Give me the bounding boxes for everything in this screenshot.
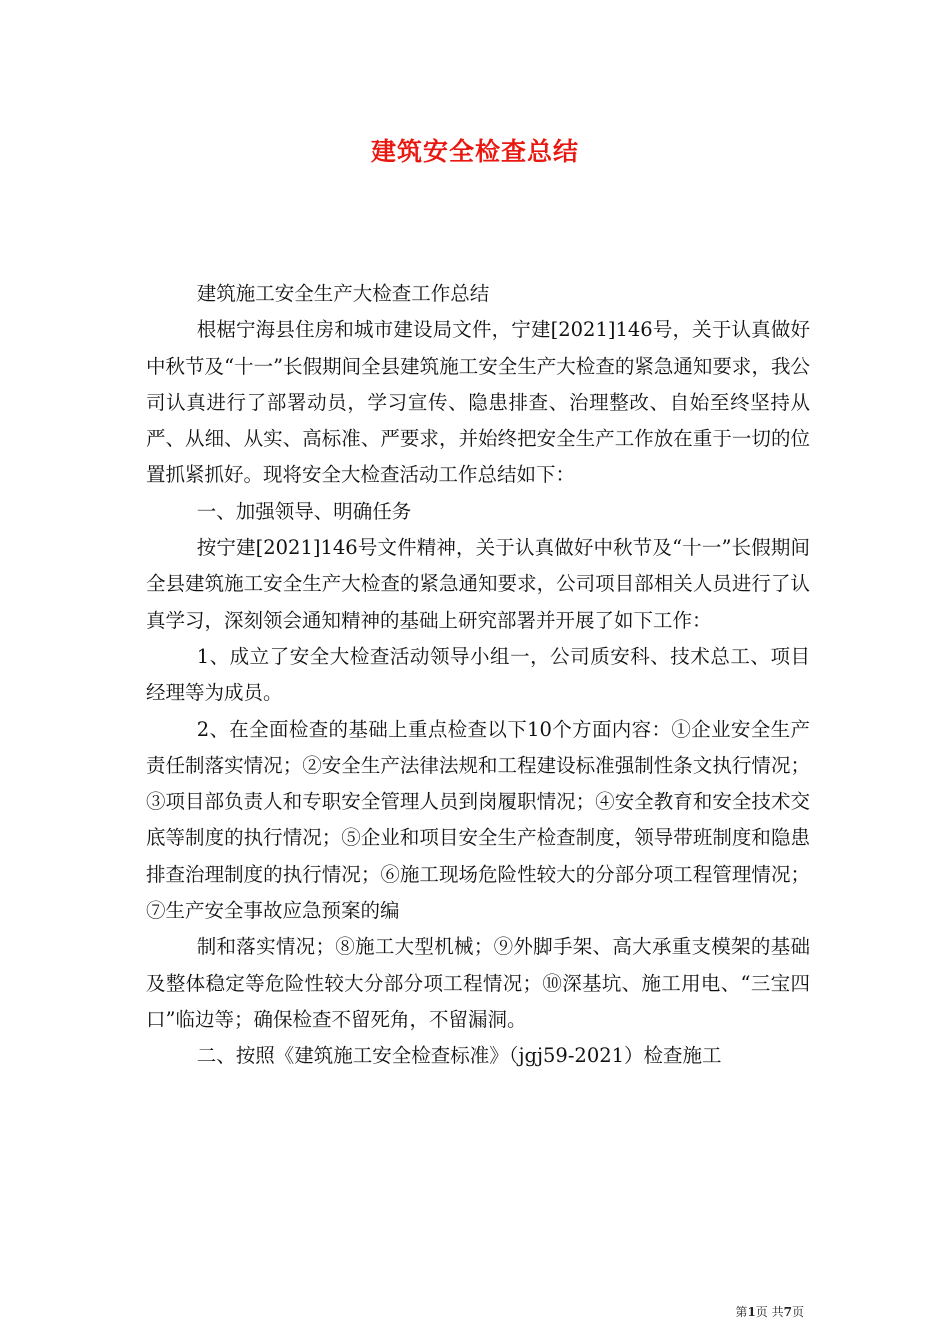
footer-suffix: 页 bbox=[791, 1305, 804, 1319]
footer-total-pages: 7 bbox=[783, 1305, 792, 1319]
document-body bbox=[146, 276, 810, 1075]
paragraph-item-2-continued: 制和落实情况；⑧施工大型机械；⑨外脚手架、高大承重支模架的基础及整体稳定等危险性较大分部分项工程情况；⑩深基坑、施工用电、“三宝四口”临边等；确保检查不留死角，不留漏洞。 bbox=[146, 935, 810, 1031]
paragraph-item-1: 1、成立了安全大检查活动领导小组一，公司质安科、技术总工、项目经理等为成员。 bbox=[146, 644, 810, 705]
paragraph-intro: 根椐宁海县住房和城市建设局文件，宁建[2021]146号，关于认真做好中秋节及“十一”长假期间全县建筑施工安全生产大检查的紧急通知要求，我公司认真进行了部署动员，学习宣传、隐患排查、治理整改、自始至终坚持从严、从细、从实、高标准、严要求，并始终把安全生产工作放在重于一切的位置抓紧抓好。现将安全大检查活动工作总结如下： bbox=[146, 318, 810, 487]
paragraph-item-2: 2、在全面检查的基础上重点检查以下10个方面内容：①企业安全生产责任制落实情况；②安全生产法律法规和工程建设标准强制性条文执行情况；③项目部负责人和专职安全管理人员到岗履职情况；④安全教育和安全技术交底等制度的执行情况；⑤企业和项目安全生产检查制度，领导带班制度和隐患排查治理制度的执行情况；⑥施工现场危险性较大的分部分项工程管理情况；⑦生产安全事故应急预案的编 bbox=[146, 717, 810, 923]
section-heading-1: 一、加强领导、明确任务 bbox=[196, 499, 412, 523]
document-title: 建筑安全检查总结 bbox=[370, 137, 579, 166]
section-heading-2: 二、按照《建筑施工安全检查标准》（jgj59-2021）检查施工 bbox=[196, 1044, 722, 1068]
footer-current-page: 1 bbox=[747, 1305, 756, 1319]
paragraph-section-1: 按宁建[2021]146号文件精神，关于认真做好中秋节及“十一”长假期间全县建筑施工安全生产大检查的紧急通知要求，公司项目部相关人员进行了认真学习，深刻领会通知精神的基础上研究部署并开展了如下工作： bbox=[146, 536, 810, 632]
footer-prefix: 第 bbox=[735, 1305, 748, 1319]
paragraph-subtitle: 建筑施工安全生产大检查工作总结 bbox=[196, 282, 490, 305]
footer-middle: 页 共 bbox=[755, 1305, 784, 1319]
page-number-footer bbox=[735, 1303, 804, 1320]
